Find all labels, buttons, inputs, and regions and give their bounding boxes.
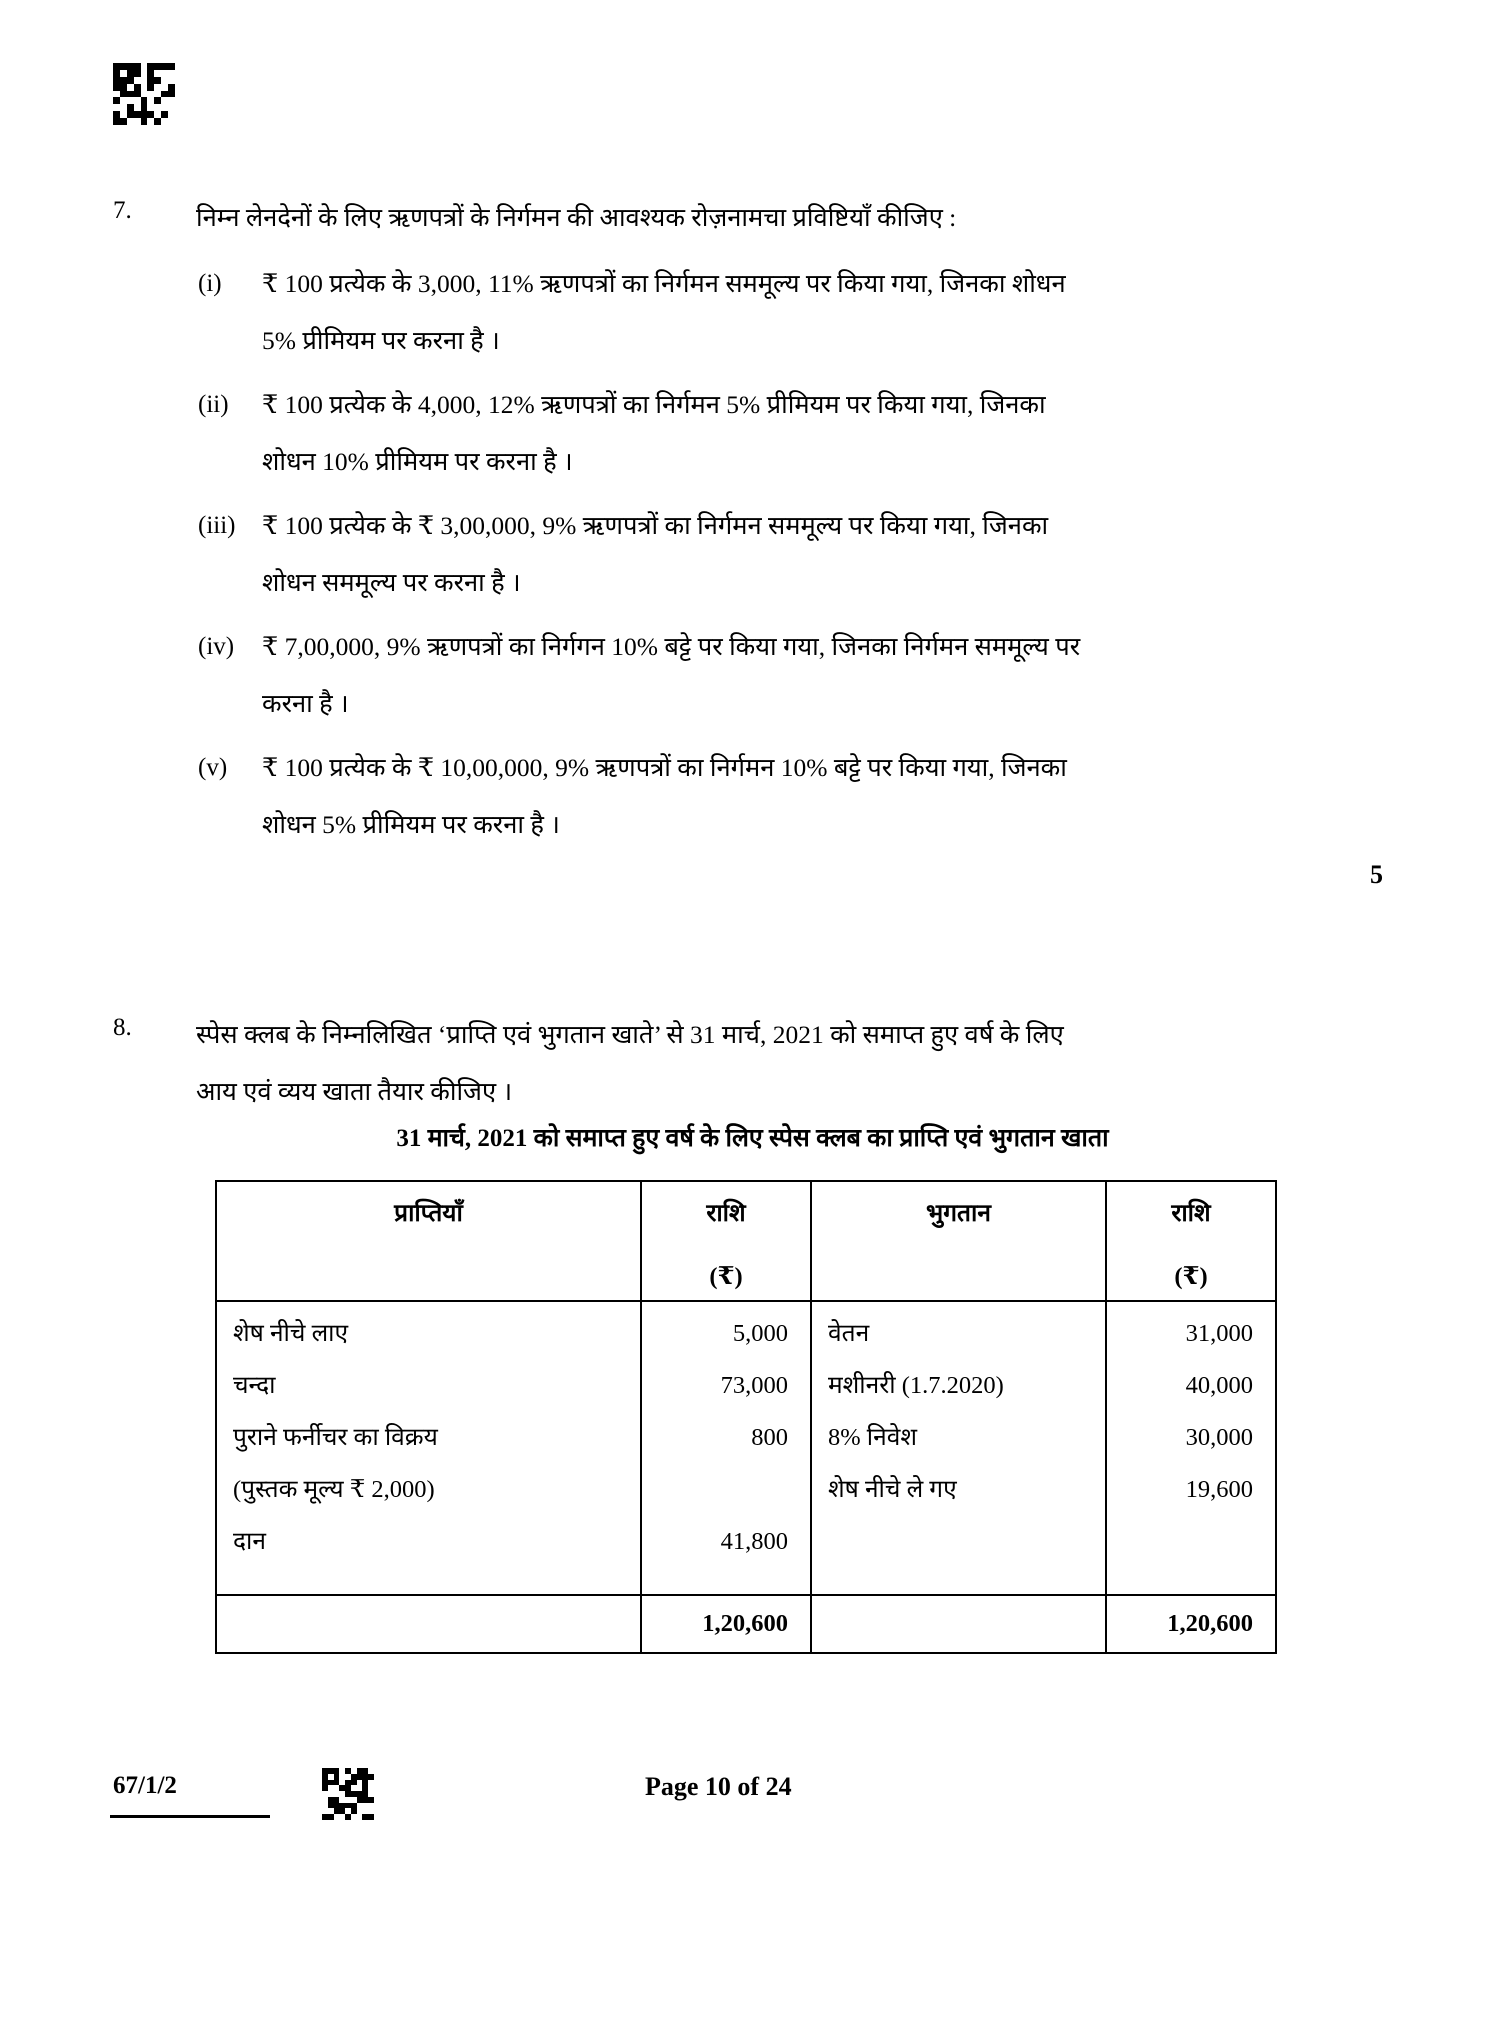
header-receipts: [216, 1181, 641, 1301]
question-7-prompt-line-1: निम्न लेनदेनों के लिए ऋणपत्रों के निर्गमन की आवश्यक रोज़नामचा प्रविष्टियाँ कीजिए :: [196, 203, 957, 232]
receipts-payments-table: [215, 1180, 1277, 1654]
item-ii-line-1: ₹ 100 प्रत्येक के 4,000, 12% ऋणपत्रों का निर्गमन 5% प्रीमियम पर किया गया, जिनका: [262, 390, 1046, 419]
header-receipts-amount-l1: राशि: [706, 1200, 746, 1227]
header-receipts-amount: [641, 1181, 811, 1301]
item-iii-line-1: ₹ 100 प्रत्येक के ₹ 3,00,000, 9% ऋणपत्रों का निर्गमन सममूल्य पर किया गया, जिनका: [262, 511, 1049, 540]
question-7-prompt: [196, 189, 1396, 246]
table-body-row: [216, 1301, 1276, 1595]
payments-total-cell: [1106, 1595, 1276, 1653]
question-7-item-v: [196, 739, 1376, 853]
item-label-ii: (ii): [198, 391, 229, 418]
table-cell-amount: 41,800: [720, 1528, 788, 1555]
total-spacer-left: [216, 1595, 641, 1653]
table-row: 8% निवेश: [828, 1424, 918, 1451]
table-cell-amount: 31,000: [1185, 1320, 1253, 1347]
item-text-i: [262, 255, 1352, 369]
payments-total-value: 1,20,600: [1167, 1610, 1253, 1637]
table-cell-amount: 30,000: [1185, 1424, 1253, 1451]
table-cell-amount: 40,000: [1185, 1372, 1253, 1399]
paper-code: 67/1/2: [113, 1772, 177, 1799]
table-total-row: [216, 1595, 1276, 1653]
receipts-total-cell: [641, 1595, 811, 1653]
question-8-prompt-line-2: आय एवं व्यय खाता तैयार कीजिए ।: [196, 1077, 513, 1106]
table-row: मशीनरी (1.7.2020): [828, 1372, 1004, 1399]
header-receipts-label: प्राप्तियाँ: [394, 1200, 463, 1227]
item-iv-line-1: ₹ 7,00,000, 9% ऋणपत्रों का निर्गगन 10% बट्टे पर किया गया, जिनका निर्गमन सममूल्य पर: [262, 632, 1081, 661]
receipts-amount-cell: [641, 1301, 811, 1595]
item-label-iv: (iv): [198, 633, 235, 660]
table-row: [828, 1516, 1091, 1568]
item-label-i: (i): [198, 270, 222, 297]
paper-code-underline: [110, 1815, 270, 1818]
header-payments: [811, 1181, 1106, 1301]
question-8-prompt: [196, 1006, 1396, 1120]
question-7-sub-items: [196, 255, 1376, 860]
table-cell-amount: 5,000: [732, 1320, 788, 1347]
question-7-marks: 5: [1370, 860, 1383, 889]
table-row: पुराने फर्नीचर का विक्रय: [233, 1424, 438, 1451]
table-cell-amount: 800: [751, 1424, 788, 1451]
table-header-row: [216, 1181, 1276, 1301]
item-iii-line-2: शोधन सममूल्य पर करना है ।: [262, 568, 521, 597]
table-row: वेतन: [828, 1320, 870, 1347]
table-row: शेष नीचे लाए: [233, 1320, 349, 1347]
table-cell-amount: 73,000: [720, 1372, 788, 1399]
payments-amount-cell: [1106, 1301, 1276, 1595]
table-row: चन्दा: [233, 1372, 276, 1399]
question-8-number: 8.: [113, 1014, 132, 1041]
item-label-v: (v): [198, 754, 228, 781]
header-payments-label: भुगतान: [926, 1200, 991, 1227]
item-i-line-2: 5% प्रीमियम पर करना है ।: [262, 326, 500, 355]
header-receipts-amount-l2: (₹): [709, 1263, 743, 1290]
question-7-item-iii: [196, 497, 1376, 611]
header-payments-amount-l1: राशि: [1171, 1200, 1211, 1227]
page-number-label: Page 10 of 24: [645, 1772, 792, 1801]
item-i-line-1: ₹ 100 प्रत्येक के 3,000, 11% ऋणपत्रों का निर्गमन सममूल्य पर किया गया, जिनका शोधन: [262, 269, 1066, 298]
table-cell-amount: 19,600: [1185, 1476, 1253, 1503]
question-7-number: 7.: [113, 197, 132, 224]
item-ii-line-2: शोधन 10% प्रीमियम पर करना है ।: [262, 447, 573, 476]
receipts-particulars-cell: [216, 1301, 641, 1595]
table-row: (पुस्तक मूल्य ₹ 2,000): [233, 1476, 435, 1503]
item-v-line-2: शोधन 5% प्रीमियम पर करना है ।: [262, 810, 560, 839]
table-cell-amount: [656, 1464, 788, 1516]
item-label-iii: (iii): [198, 512, 236, 539]
item-text-iii: [262, 497, 1352, 611]
payments-particulars-cell: [811, 1301, 1106, 1595]
table-row: शेष नीचे ले गए: [828, 1476, 957, 1503]
account-table-title: 31 मार्च, 2021 को समाप्त हुए वर्ष के लिए स्पेस क्लब का प्राप्ति एवं भुगतान खाता: [396, 1125, 1109, 1152]
table-cell-amount: [1121, 1516, 1253, 1568]
item-v-line-1: ₹ 100 प्रत्येक के ₹ 10,00,000, 9% ऋणपत्रों का निर्गमन 10% बट्टे पर किया गया, जिनका: [262, 753, 1067, 782]
item-text-v: [262, 739, 1352, 853]
header-payments-amount: [1106, 1181, 1276, 1301]
item-iv-line-2: करना है ।: [262, 689, 349, 718]
qr-code-icon-top: [113, 63, 175, 125]
table-row: दान: [233, 1528, 266, 1555]
item-text-iv: [262, 618, 1352, 732]
header-payments-amount-l2: (₹): [1174, 1263, 1208, 1290]
total-spacer-right: [811, 1595, 1106, 1653]
qr-code-icon-bottom: [322, 1768, 374, 1820]
question-7-item-i: [196, 255, 1376, 369]
receipts-total-value: 1,20,600: [702, 1610, 788, 1637]
question-7-item-iv: [196, 618, 1376, 732]
question-8-prompt-line-1: स्पेस क्लब के निम्नलिखित ‘प्राप्ति एवं भुगतान खाते’ से 31 मार्च, 2021 को समाप्त हुए वर्ष के लिए: [196, 1020, 1064, 1049]
item-text-ii: [262, 376, 1352, 490]
question-7-item-ii: [196, 376, 1376, 490]
